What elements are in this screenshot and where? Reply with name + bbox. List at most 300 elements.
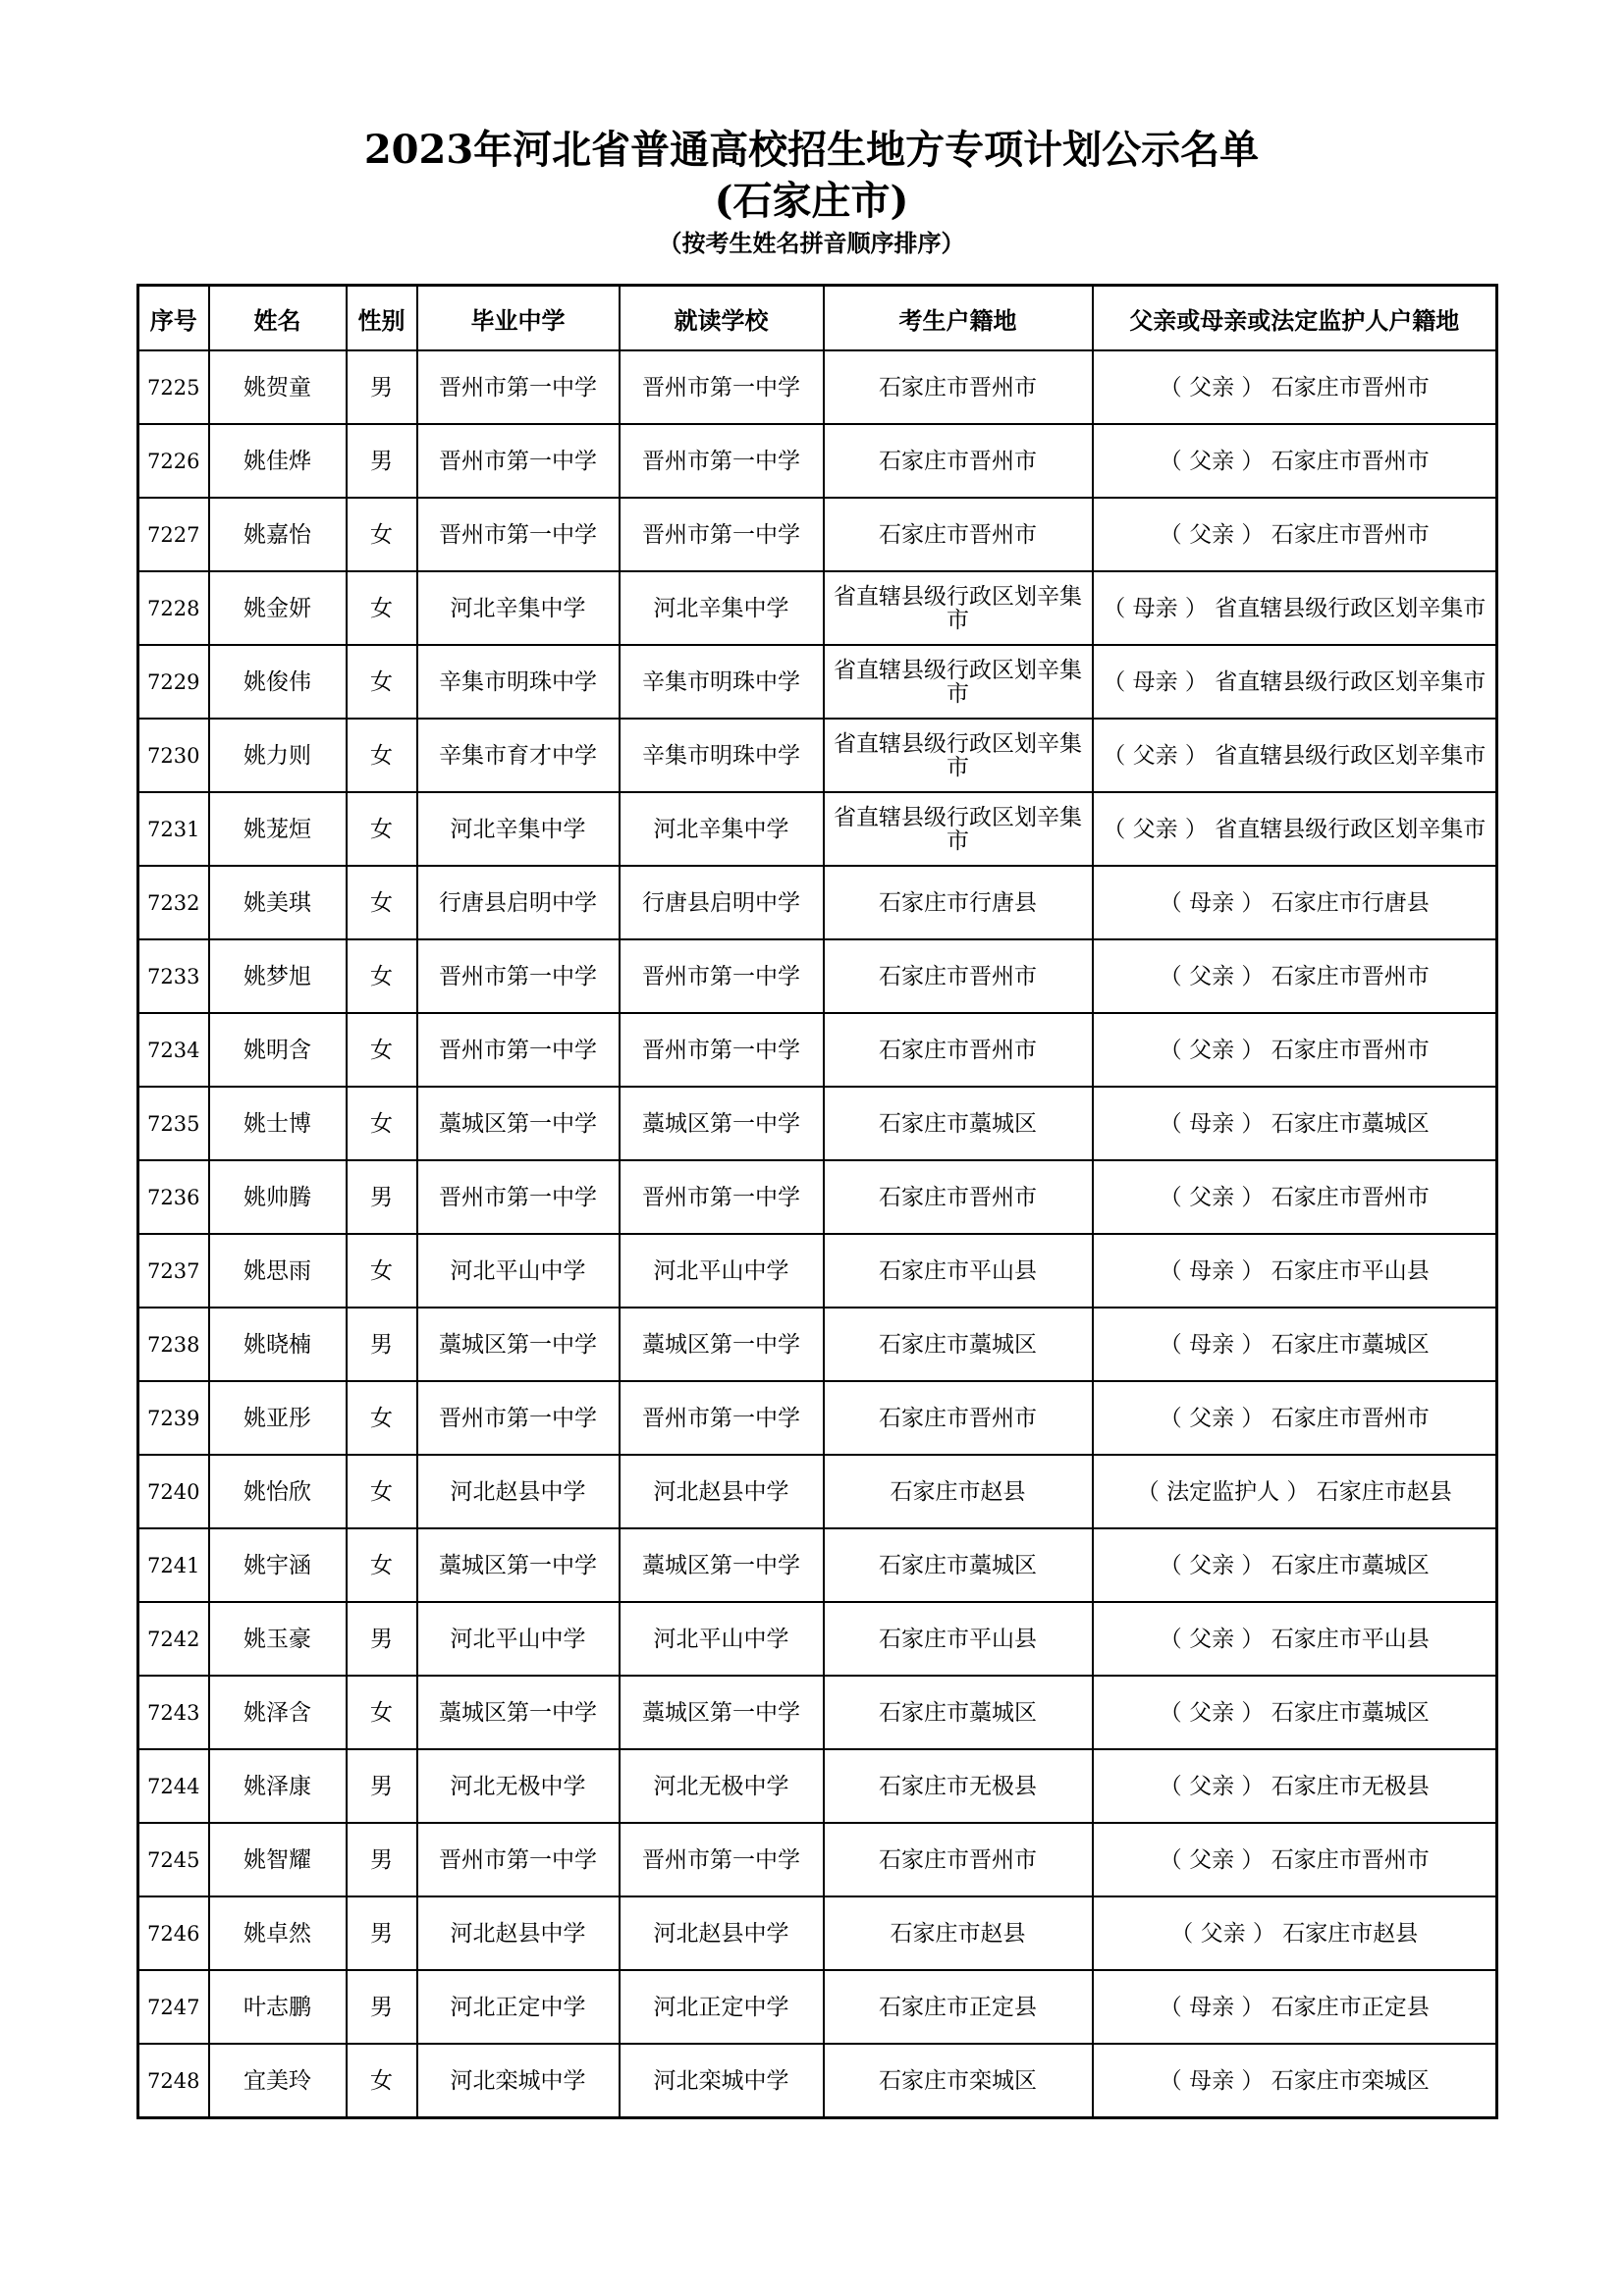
- guardian-relation: 母亲: [1189, 1331, 1235, 1358]
- table-row: [138, 424, 1497, 498]
- paren-close: ）: [1234, 1257, 1271, 1284]
- cell-guardian-hukou: [1093, 719, 1497, 792]
- paren-close: ）: [1234, 889, 1271, 916]
- guardian-hukou-location: 石家庄市行唐县: [1271, 889, 1430, 916]
- cell-seq: 7239: [138, 1381, 209, 1455]
- cell-seq: 7233: [138, 939, 209, 1013]
- cell-grad-school: 藁城区第一中学: [417, 1676, 620, 1749]
- cell-name: 姚佳烨: [209, 424, 347, 498]
- cell-hukou: 石家庄市晋州市: [824, 1160, 1093, 1234]
- cell-name: 姚亚彤: [209, 1381, 347, 1455]
- paren-open: （: [1136, 1478, 1167, 1505]
- cell-gender: 女: [347, 1455, 417, 1528]
- guardian-relation: 父亲: [1189, 1626, 1235, 1652]
- cell-study-school: 晋州市第一中学: [620, 424, 824, 498]
- paren-close: ）: [1177, 742, 1216, 769]
- guardian-hukou-location: 石家庄市晋州市: [1271, 1846, 1430, 1873]
- paren-close: ）: [1279, 1478, 1317, 1505]
- paren-close: ）: [1234, 1846, 1271, 1873]
- cell-gender: 女: [347, 939, 417, 1013]
- cell-grad-school: 河北平山中学: [417, 1234, 620, 1308]
- cell-seq: 7242: [138, 1602, 209, 1676]
- guardian-relation: 父亲: [1132, 816, 1178, 842]
- paren-open: （: [1159, 1699, 1190, 1726]
- cell-grad-school: 晋州市第一中学: [417, 939, 620, 1013]
- guardian-hukou-location: 石家庄市栾城区: [1271, 2067, 1430, 2094]
- header-name: 姓名: [209, 286, 347, 351]
- paren-open: （: [1159, 1331, 1190, 1358]
- table-row: [138, 1160, 1497, 1234]
- cell-gender: 女: [347, 645, 417, 719]
- paren-open: （: [1159, 1184, 1190, 1210]
- cell-hukou: 石家庄市晋州市: [824, 498, 1093, 571]
- guardian-relation: 母亲: [1189, 1110, 1235, 1137]
- guardian-relation: 母亲: [1189, 1994, 1235, 2020]
- cell-study-school: 藁城区第一中学: [620, 1087, 824, 1160]
- cell-gender: 女: [347, 1381, 417, 1455]
- paren-close: ）: [1234, 448, 1271, 474]
- paren-open: （: [1159, 1405, 1190, 1431]
- cell-hukou: 石家庄市栾城区: [824, 2044, 1093, 2118]
- page-title: 2023年河北省普通高校招生地方专项计划公示名单: [363, 127, 1260, 173]
- guardian-hukou-location: 石家庄市赵县: [1282, 1920, 1419, 1947]
- paren-open: （: [1170, 1920, 1201, 1947]
- cell-gender: 女: [347, 1087, 417, 1160]
- table-row: [138, 2044, 1497, 2118]
- paren-close: ）: [1234, 1552, 1271, 1578]
- cell-guardian-hukou: [1093, 939, 1497, 1013]
- cell-gender: 男: [347, 1160, 417, 1234]
- cell-study-school: 藁城区第一中学: [620, 1528, 824, 1602]
- cell-seq: 7234: [138, 1013, 209, 1087]
- cell-grad-school: 晋州市第一中学: [417, 350, 620, 424]
- cell-name: 叶志鹏: [209, 1970, 347, 2044]
- paren-open: （: [1159, 1037, 1190, 1063]
- cell-seq: 7228: [138, 571, 209, 645]
- table-row: [138, 1896, 1497, 1970]
- cell-hukou: 省直辖县级行政区划辛集市: [824, 719, 1093, 792]
- table-row: [138, 350, 1497, 424]
- cell-grad-school: 河北无极中学: [417, 1749, 620, 1823]
- table-row: [138, 1970, 1497, 2044]
- cell-gender: 男: [347, 1896, 417, 1970]
- cell-guardian-hukou: [1093, 1234, 1497, 1308]
- guardian-relation: 母亲: [1189, 1257, 1235, 1284]
- cell-name: 姚士博: [209, 1087, 347, 1160]
- paren-close: ）: [1234, 1110, 1271, 1137]
- cell-gender: 男: [347, 350, 417, 424]
- cell-name: 姚嘉怡: [209, 498, 347, 571]
- guardian-hukou-location: 石家庄市晋州市: [1271, 374, 1430, 400]
- guardian-relation: 母亲: [1189, 889, 1235, 916]
- cell-guardian-hukou: [1093, 1823, 1497, 1896]
- cell-guardian-hukou: [1093, 424, 1497, 498]
- cell-gender: 男: [347, 424, 417, 498]
- cell-study-school: 行唐县启明中学: [620, 866, 824, 939]
- cell-seq: 7232: [138, 866, 209, 939]
- admission-list-table: [136, 284, 1498, 2119]
- cell-gender: 男: [347, 1749, 417, 1823]
- cell-seq: 7241: [138, 1528, 209, 1602]
- cell-grad-school: 晋州市第一中学: [417, 1160, 620, 1234]
- guardian-relation: 父亲: [1189, 1773, 1235, 1799]
- table-row: [138, 719, 1497, 792]
- guardian-hukou-location: 石家庄市晋州市: [1271, 521, 1430, 548]
- cell-guardian-hukou: [1093, 1013, 1497, 1087]
- paren-close: ）: [1234, 1994, 1271, 2020]
- paren-close: ）: [1177, 816, 1216, 842]
- cell-study-school: 晋州市第一中学: [620, 1823, 824, 1896]
- cell-study-school: 河北正定中学: [620, 1970, 824, 2044]
- cell-guardian-hukou: [1093, 1455, 1497, 1528]
- cell-hukou: 石家庄市藁城区: [824, 1308, 1093, 1381]
- paren-close: ）: [1234, 963, 1271, 989]
- cell-grad-school: 河北栾城中学: [417, 2044, 620, 2118]
- guardian-relation: 父亲: [1189, 1037, 1235, 1063]
- cell-name: 姚卓然: [209, 1896, 347, 1970]
- paren-close: ）: [1234, 2067, 1271, 2094]
- guardian-hukou-location: 石家庄市晋州市: [1271, 1037, 1430, 1063]
- cell-seq: 7245: [138, 1823, 209, 1896]
- cell-guardian-hukou: [1093, 1896, 1497, 1970]
- paren-open: （: [1103, 816, 1133, 842]
- cell-seq: 7236: [138, 1160, 209, 1234]
- cell-guardian-hukou: [1093, 2044, 1497, 2118]
- cell-seq: 7247: [138, 1970, 209, 2044]
- cell-name: 姚俊伟: [209, 645, 347, 719]
- paren-open: （: [1159, 1846, 1190, 1873]
- cell-study-school: 辛集市明珠中学: [620, 645, 824, 719]
- cell-hukou: 省直辖县级行政区划辛集市: [824, 792, 1093, 866]
- paren-open: （: [1159, 1626, 1190, 1652]
- header-study-school: 就读学校: [620, 286, 824, 351]
- guardian-relation: 母亲: [1132, 595, 1178, 621]
- header-seq: 序号: [138, 286, 209, 351]
- guardian-relation: 父亲: [1189, 963, 1235, 989]
- cell-grad-school: 河北赵县中学: [417, 1455, 620, 1528]
- cell-name: 姚玉豪: [209, 1602, 347, 1676]
- cell-guardian-hukou: [1093, 1970, 1497, 2044]
- header-hukou: 考生户籍地: [824, 286, 1093, 351]
- paren-close: ）: [1234, 1331, 1271, 1358]
- guardian-hukou-location: 石家庄市藁城区: [1271, 1552, 1430, 1578]
- cell-gender: 男: [347, 1308, 417, 1381]
- paren-open: （: [1159, 963, 1190, 989]
- cell-name: 姚美琪: [209, 866, 347, 939]
- cell-gender: 女: [347, 571, 417, 645]
- cell-name: 姚金妍: [209, 571, 347, 645]
- cell-seq: 7230: [138, 719, 209, 792]
- cell-hukou: 石家庄市晋州市: [824, 939, 1093, 1013]
- cell-hukou: 石家庄市晋州市: [824, 350, 1093, 424]
- cell-study-school: 河北赵县中学: [620, 1896, 824, 1970]
- cell-guardian-hukou: [1093, 792, 1497, 866]
- cell-hukou: 石家庄市赵县: [824, 1896, 1093, 1970]
- cell-gender: 男: [347, 1602, 417, 1676]
- cell-seq: 7244: [138, 1749, 209, 1823]
- cell-study-school: 晋州市第一中学: [620, 1013, 824, 1087]
- cell-gender: 男: [347, 1970, 417, 2044]
- paren-close: ）: [1234, 1773, 1271, 1799]
- cell-study-school: 河北无极中学: [620, 1749, 824, 1823]
- cell-grad-school: 晋州市第一中学: [417, 424, 620, 498]
- cell-grad-school: 河北辛集中学: [417, 571, 620, 645]
- paren-close: ）: [1234, 1037, 1271, 1063]
- cell-name: 宜美玲: [209, 2044, 347, 2118]
- guardian-hukou-location: 省直辖县级行政区划辛集市: [1215, 668, 1487, 695]
- cell-seq: 7229: [138, 645, 209, 719]
- guardian-relation: 父亲: [1132, 742, 1178, 769]
- guardian-hukou-location: 石家庄市平山县: [1271, 1257, 1430, 1284]
- cell-name: 姚宇涵: [209, 1528, 347, 1602]
- guardian-hukou-location: 石家庄市藁城区: [1271, 1110, 1430, 1137]
- paren-open: （: [1159, 1994, 1190, 2020]
- guardian-relation: 法定监护人: [1166, 1478, 1280, 1505]
- guardian-relation: 父亲: [1200, 1920, 1246, 1947]
- table-row: [138, 1528, 1497, 1602]
- page-subtitle: (石家庄市): [714, 178, 909, 224]
- cell-gender: 女: [347, 1676, 417, 1749]
- table-row: [138, 571, 1497, 645]
- cell-gender: 女: [347, 1234, 417, 1308]
- paren-open: （: [1159, 521, 1190, 548]
- cell-hukou: 石家庄市藁城区: [824, 1676, 1093, 1749]
- cell-grad-school: 晋州市第一中学: [417, 498, 620, 571]
- guardian-hukou-location: 石家庄市晋州市: [1271, 1405, 1430, 1431]
- cell-hukou: 石家庄市藁城区: [824, 1087, 1093, 1160]
- sort-note: （按考生姓名拼音顺序排序）: [658, 230, 965, 257]
- table-row: [138, 1602, 1497, 1676]
- cell-study-school: 河北栾城中学: [620, 2044, 824, 2118]
- paren-close: ）: [1234, 1405, 1271, 1431]
- guardian-relation: 父亲: [1189, 374, 1235, 400]
- cell-gender: 女: [347, 1013, 417, 1087]
- cell-hukou: 石家庄市晋州市: [824, 1013, 1093, 1087]
- paren-open: （: [1159, 2067, 1190, 2094]
- cell-grad-school: 晋州市第一中学: [417, 1823, 620, 1896]
- paren-open: （: [1103, 595, 1133, 621]
- cell-guardian-hukou: [1093, 866, 1497, 939]
- cell-seq: 7238: [138, 1308, 209, 1381]
- cell-name: 姚泽康: [209, 1749, 347, 1823]
- cell-name: 姚茏烜: [209, 792, 347, 866]
- table-header-row: [138, 286, 1497, 351]
- cell-grad-school: 辛集市明珠中学: [417, 645, 620, 719]
- table-row: [138, 1234, 1497, 1308]
- cell-study-school: 藁城区第一中学: [620, 1676, 824, 1749]
- cell-grad-school: 晋州市第一中学: [417, 1013, 620, 1087]
- cell-name: 姚晓楠: [209, 1308, 347, 1381]
- table-row: [138, 1823, 1497, 1896]
- cell-hukou: 石家庄市行唐县: [824, 866, 1093, 939]
- cell-study-school: 辛集市明珠中学: [620, 719, 824, 792]
- cell-name: 姚明含: [209, 1013, 347, 1087]
- cell-grad-school: 河北辛集中学: [417, 792, 620, 866]
- paren-close: ）: [1177, 668, 1216, 695]
- guardian-hukou-location: 省直辖县级行政区划辛集市: [1215, 742, 1487, 769]
- paren-open: （: [1159, 1552, 1190, 1578]
- cell-study-school: 晋州市第一中学: [620, 498, 824, 571]
- guardian-relation: 父亲: [1189, 1552, 1235, 1578]
- paren-open: （: [1159, 889, 1190, 916]
- cell-name: 姚智耀: [209, 1823, 347, 1896]
- table-row: [138, 1087, 1497, 1160]
- cell-guardian-hukou: [1093, 1160, 1497, 1234]
- cell-hukou: 石家庄市无极县: [824, 1749, 1093, 1823]
- cell-grad-school: 藁城区第一中学: [417, 1087, 620, 1160]
- cell-study-school: 河北平山中学: [620, 1234, 824, 1308]
- guardian-relation: 父亲: [1189, 1405, 1235, 1431]
- cell-seq: 7231: [138, 792, 209, 866]
- guardian-hukou-location: 石家庄市晋州市: [1271, 1184, 1430, 1210]
- cell-seq: 7237: [138, 1234, 209, 1308]
- guardian-hukou-location: 石家庄市赵县: [1316, 1478, 1452, 1505]
- table-row: [138, 939, 1497, 1013]
- paren-close: ）: [1177, 595, 1216, 621]
- cell-gender: 女: [347, 498, 417, 571]
- paren-open: （: [1159, 1773, 1190, 1799]
- cell-gender: 女: [347, 792, 417, 866]
- cell-hukou: 石家庄市晋州市: [824, 424, 1093, 498]
- cell-study-school: 河北辛集中学: [620, 571, 824, 645]
- cell-grad-school: 河北正定中学: [417, 1970, 620, 2044]
- header-guardian-hukou: 父亲或母亲或法定监护人户籍地: [1093, 286, 1497, 351]
- cell-grad-school: 河北平山中学: [417, 1602, 620, 1676]
- cell-name: 姚贺童: [209, 350, 347, 424]
- table-row: [138, 1455, 1497, 1528]
- paren-open: （: [1103, 668, 1133, 695]
- header-gender: 性别: [347, 286, 417, 351]
- cell-study-school: 河北赵县中学: [620, 1455, 824, 1528]
- table-row: [138, 1381, 1497, 1455]
- guardian-relation: 母亲: [1189, 2067, 1235, 2094]
- cell-guardian-hukou: [1093, 498, 1497, 571]
- cell-name: 姚力则: [209, 719, 347, 792]
- cell-study-school: 藁城区第一中学: [620, 1308, 824, 1381]
- guardian-hukou-location: 石家庄市晋州市: [1271, 448, 1430, 474]
- header-grad-school: 毕业中学: [417, 286, 620, 351]
- guardian-relation: 父亲: [1189, 1184, 1235, 1210]
- paren-open: （: [1159, 1257, 1190, 1284]
- guardian-hukou-location: 石家庄市晋州市: [1271, 963, 1430, 989]
- paren-open: （: [1159, 1110, 1190, 1137]
- cell-grad-school: 藁城区第一中学: [417, 1308, 620, 1381]
- guardian-relation: 父亲: [1189, 521, 1235, 548]
- cell-study-school: 河北平山中学: [620, 1602, 824, 1676]
- cell-hukou: 石家庄市晋州市: [824, 1823, 1093, 1896]
- guardian-hukou-location: 石家庄市正定县: [1271, 1994, 1430, 2020]
- cell-grad-school: 藁城区第一中学: [417, 1528, 620, 1602]
- cell-guardian-hukou: [1093, 1749, 1497, 1823]
- cell-seq: 7246: [138, 1896, 209, 1970]
- cell-gender: 女: [347, 1528, 417, 1602]
- cell-guardian-hukou: [1093, 1528, 1497, 1602]
- cell-guardian-hukou: [1093, 1087, 1497, 1160]
- cell-seq: 7226: [138, 424, 209, 498]
- paren-close: ）: [1234, 1626, 1271, 1652]
- cell-name: 姚怡欣: [209, 1455, 347, 1528]
- cell-grad-school: 辛集市育才中学: [417, 719, 620, 792]
- cell-name: 姚帅腾: [209, 1160, 347, 1234]
- cell-study-school: 晋州市第一中学: [620, 1160, 824, 1234]
- table-row: [138, 498, 1497, 571]
- guardian-relation: 父亲: [1189, 1846, 1235, 1873]
- guardian-hukou-location: 省直辖县级行政区划辛集市: [1215, 816, 1487, 842]
- cell-hukou: 石家庄市晋州市: [824, 1381, 1093, 1455]
- guardian-hukou-location: 石家庄市平山县: [1271, 1626, 1430, 1652]
- cell-hukou: 省直辖县级行政区划辛集市: [824, 571, 1093, 645]
- cell-seq: 7227: [138, 498, 209, 571]
- cell-name: 姚泽含: [209, 1676, 347, 1749]
- cell-gender: 女: [347, 2044, 417, 2118]
- table-row: [138, 866, 1497, 939]
- guardian-hukou-location: 石家庄市无极县: [1271, 1773, 1430, 1799]
- cell-name: 姚思雨: [209, 1234, 347, 1308]
- cell-guardian-hukou: [1093, 1602, 1497, 1676]
- cell-gender: 女: [347, 719, 417, 792]
- cell-hukou: 石家庄市赵县: [824, 1455, 1093, 1528]
- cell-seq: 7248: [138, 2044, 209, 2118]
- paren-close: ）: [1234, 521, 1271, 548]
- table-row: [138, 1013, 1497, 1087]
- guardian-hukou-location: 石家庄市藁城区: [1271, 1331, 1430, 1358]
- cell-hukou: 石家庄市平山县: [824, 1234, 1093, 1308]
- cell-seq: 7225: [138, 350, 209, 424]
- cell-grad-school: 晋州市第一中学: [417, 1381, 620, 1455]
- table-row: [138, 1308, 1497, 1381]
- cell-grad-school: 行唐县启明中学: [417, 866, 620, 939]
- cell-hukou: 省直辖县级行政区划辛集市: [824, 645, 1093, 719]
- cell-study-school: 晋州市第一中学: [620, 1381, 824, 1455]
- cell-study-school: 晋州市第一中学: [620, 350, 824, 424]
- cell-gender: 男: [347, 1823, 417, 1896]
- cell-guardian-hukou: [1093, 571, 1497, 645]
- guardian-relation: 父亲: [1189, 448, 1235, 474]
- cell-guardian-hukou: [1093, 1308, 1497, 1381]
- paren-close: ）: [1234, 1184, 1271, 1210]
- guardian-relation: 父亲: [1189, 1699, 1235, 1726]
- paren-open: （: [1103, 742, 1133, 769]
- cell-guardian-hukou: [1093, 1381, 1497, 1455]
- cell-name: 姚梦旭: [209, 939, 347, 1013]
- cell-gender: 女: [347, 866, 417, 939]
- paren-close: ）: [1245, 1920, 1283, 1947]
- cell-guardian-hukou: [1093, 350, 1497, 424]
- cell-hukou: 石家庄市正定县: [824, 1970, 1093, 2044]
- cell-study-school: 晋州市第一中学: [620, 939, 824, 1013]
- cell-seq: 7240: [138, 1455, 209, 1528]
- guardian-hukou-location: 省直辖县级行政区划辛集市: [1215, 595, 1487, 621]
- cell-grad-school: 河北赵县中学: [417, 1896, 620, 1970]
- table-row: [138, 792, 1497, 866]
- guardian-relation: 母亲: [1132, 668, 1178, 695]
- cell-seq: 7235: [138, 1087, 209, 1160]
- table-row: [138, 1676, 1497, 1749]
- cell-guardian-hukou: [1093, 1676, 1497, 1749]
- paren-close: ）: [1234, 1699, 1271, 1726]
- cell-hukou: 石家庄市平山县: [824, 1602, 1093, 1676]
- table-row: [138, 1749, 1497, 1823]
- cell-guardian-hukou: [1093, 645, 1497, 719]
- cell-hukou: 石家庄市藁城区: [824, 1528, 1093, 1602]
- guardian-hukou-location: 石家庄市藁城区: [1271, 1699, 1430, 1726]
- table-row: [138, 645, 1497, 719]
- cell-study-school: 河北辛集中学: [620, 792, 824, 866]
- paren-open: （: [1159, 374, 1190, 400]
- paren-close: ）: [1234, 374, 1271, 400]
- cell-seq: 7243: [138, 1676, 209, 1749]
- paren-open: （: [1159, 448, 1190, 474]
